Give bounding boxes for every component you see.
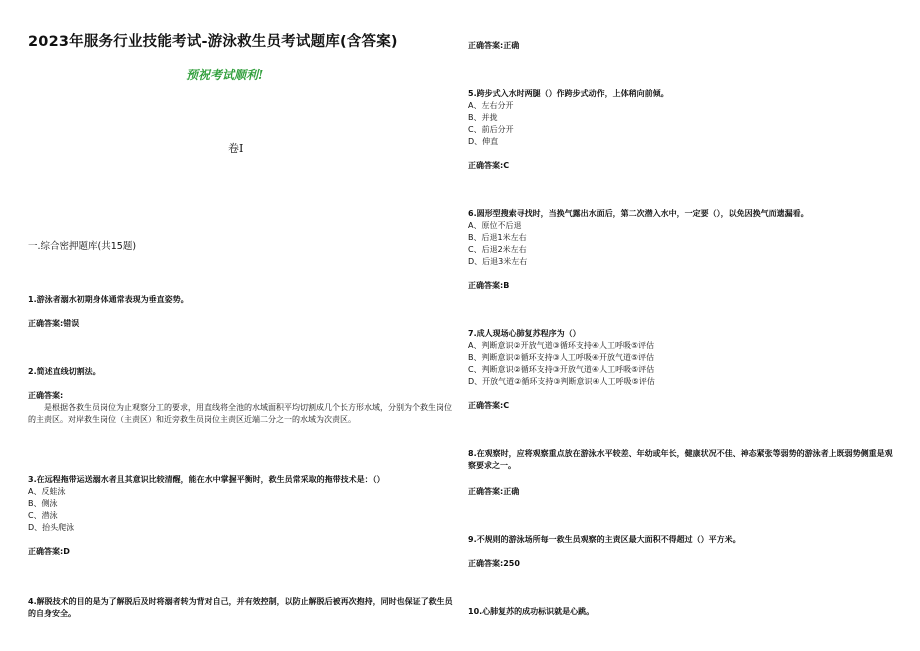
question-4-stem: 4.解脱技术的目的是为了解脱后及时将溺者转为背对自己，并有效控制，以防止解脱后被再次抱持，同时也保证了救生员的自身安全。 [28, 597, 453, 618]
question-8-stem: 8.在观察时，应将观察重点放在游泳水平较差、年幼或年长，健康状况不佳、神态紧张等弱势的游泳者上既弱势侧重是观察要求之一。 [468, 449, 893, 470]
question-10-stem: 10.心肺复苏的成功标识就是心跳。 [468, 607, 595, 616]
question-5-stem: 5.跨步式入水时两腿（）作跨步式动作，上体稍向前倾。 [468, 89, 669, 98]
question-6-option-b: B、后退1米左右 [468, 233, 527, 242]
question-3-option-c: C、潜泳 [28, 511, 58, 520]
page-title: 2023年服务行业技能考试-游泳救生员考试题库(含答案) [28, 34, 398, 50]
question-5-option-d: D、伸直 [468, 137, 499, 146]
question-9-stem: 9.不规则的游泳场所每一救生员观察的主责区最大面积不得超过（）平方米。 [468, 535, 741, 544]
question-7-option-b: B、判断意识②循环支持③人工呼吸④开放气道⑤评估 [468, 353, 655, 362]
question-5-option-b: B、并拢 [468, 113, 498, 122]
question-1-answer: 正确答案:错误 [28, 319, 80, 328]
question-7-option-c: C、判断意识②循环支持③开放气道④人工呼吸⑤评估 [468, 365, 655, 374]
question-6-option-c: C、后退2米左右 [468, 245, 527, 254]
question-3-option-d: D、抬头爬泳 [28, 523, 75, 532]
question-2-answer: 正确答案: [28, 391, 64, 400]
question-2-stem: 2.简述直线切割法。 [28, 367, 101, 376]
question-4-answer: 正确答案:正确 [468, 41, 520, 50]
question-1-stem: 1.游泳者溺水初期身体通常表现为垂直姿势。 [28, 295, 189, 304]
question-7-answer: 正确答案:C [468, 401, 510, 410]
section-title: 一.综合密押题库(共15题) [28, 241, 137, 252]
question-9-answer: 正确答案:250 [468, 559, 520, 568]
volume-label: 卷I [228, 142, 244, 155]
question-6-option-a: A、原位不后退 [468, 221, 522, 230]
question-6-stem: 6.圆形型搜索寻找时，当换气露出水面后，第二次潜入水中，一定要（），以免因换气而遗漏看。 [468, 209, 809, 218]
question-6-answer: 正确答案:B [468, 281, 510, 290]
question-3-option-a: A、反蛙泳 [28, 487, 66, 496]
question-2-explanation: 是根据各救生员岗位为止观察分工的要求，用直线将全池的水域面积平均切割成几个长方形水域，分别为个救生岗位的主责区。对岸救生岗位（主责区）和近旁救生员岗位主责区近端二分之一的水域为次责区。 [28, 403, 452, 424]
question-3-option-b: B、侧泳 [28, 499, 58, 508]
question-3-stem: 3.在远程拖带运送溺水者且其意识比较清醒，能在水中掌握平衡时，救生员常采取的拖带技术是：（） [28, 475, 385, 484]
question-5-option-c: C、前后分开 [468, 125, 514, 134]
question-8-answer: 正确答案:正确 [468, 487, 520, 496]
exam-wish: 预祝考试顺利! [186, 68, 264, 82]
question-6-option-d: D、后退3米左右 [468, 257, 528, 266]
question-3-answer: 正确答案:D [28, 547, 70, 556]
question-5-answer: 正确答案:C [468, 161, 510, 170]
question-7-stem: 7.成人现场心肺复苏程序为（） [468, 329, 581, 338]
question-5-option-a: A、左右分开 [468, 101, 514, 110]
question-7-option-d: D、开放气道②循环支持③判断意识④人工呼吸⑤评估 [468, 377, 655, 386]
question-7-option-a: A、判断意识②开放气道③循环支持④人工呼吸⑤评估 [468, 341, 655, 350]
